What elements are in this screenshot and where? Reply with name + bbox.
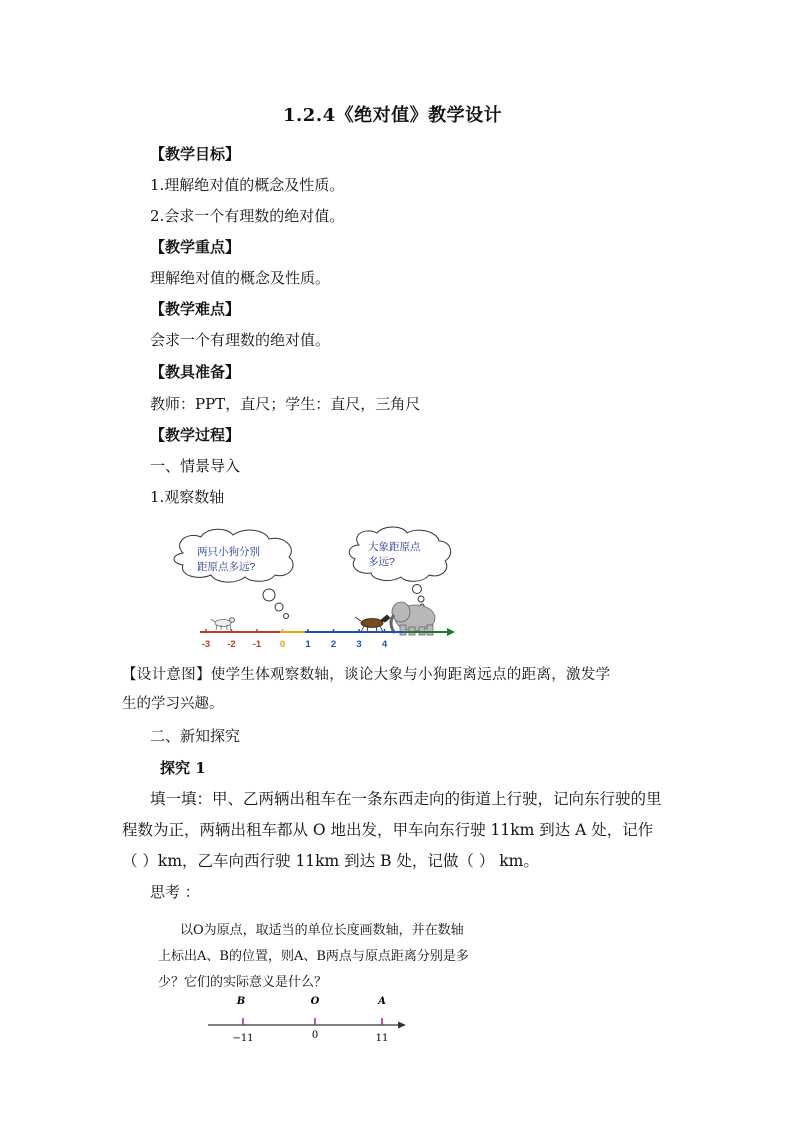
step1-heading: 1.观察数轴 [150, 488, 225, 506]
thought-bubble-left [174, 529, 293, 618]
bubble-right-line1: 大象距原点 [368, 541, 421, 553]
bubble-left-line1: 两只小狗分别 [197, 546, 260, 558]
difficulty-heading: 【教学难点】 [150, 300, 241, 318]
tools-text: 教师：PPT，直尺；学生：直尺，三角尺 [150, 395, 421, 413]
figure2-line3: 少？它们的实际意义是什么？ [158, 975, 328, 990]
explore1-para-line1: 填一填：甲、乙两辆出租车在一条东西走向的街道上行驶，记向东行驶的里 [150, 790, 662, 808]
tick-label: -3 [201, 639, 211, 650]
elephant-image [391, 602, 435, 635]
design-intent-line2: 生的学习兴趣。 [122, 696, 224, 712]
goals-heading: 【教学目标】 [150, 145, 241, 163]
explore1-heading: 探究 1 [160, 759, 206, 777]
tick-label-neg11: −11 [232, 1033, 254, 1044]
thought-bubble-right [349, 527, 450, 608]
tick-label-zero: 0 [311, 1030, 319, 1041]
difficulty-text: 会求一个有理数的绝对值。 [150, 331, 331, 349]
bubble-left-line2: 距原点多远? [197, 561, 256, 573]
goal-item: 2.会求一个有理数的绝对值。 [150, 207, 345, 225]
number-line-ab [205, 990, 415, 1050]
number-line-figure [165, 525, 455, 655]
think-label: 思考 ： [150, 883, 200, 901]
explore1-para-line3: （ ）km，乙车向西行驶 11km 到达 B 处，记做（ ） km。 [122, 852, 539, 870]
design-intent-line1: 【设计意图】使学生体观察数轴，谈论大象与小狗距离远点的距离，激发学 [122, 667, 611, 683]
point-label-o: O [310, 996, 320, 1007]
explore1-para-line2: 程数为正，两辆出租车都从 O 地出发，甲车向东行驶 11km 到达 A 处，记作 [122, 821, 654, 839]
small-dog-image [211, 618, 235, 631]
point-label-b: B [236, 996, 246, 1007]
tick-label: 4 [381, 639, 388, 650]
process-heading: 【教学过程】 [150, 426, 241, 444]
figure2-line2: 上标出A、B的位置，则A、B两点与原点距离分别是多 [158, 949, 469, 964]
tick-label: 3 [356, 639, 362, 650]
goal-item: 1.理解绝对值的概念及性质。 [150, 176, 345, 194]
page-title: 1.2.4《绝对值》教学设计 [283, 105, 503, 126]
tick-label-11: 11 [375, 1033, 389, 1044]
tools-heading: 【教具准备】 [150, 363, 241, 381]
tick-label: 1 [305, 639, 311, 650]
part2-heading: 二、新知探究 [150, 727, 241, 745]
part1-heading: 一、情景导入 [150, 457, 241, 475]
tick-label: -2 [227, 639, 236, 650]
tick-label: 0 [279, 639, 286, 650]
key-heading: 【教学重点】 [150, 238, 241, 256]
figure2-line1: 以O为原点，取适当的单位长度画数轴，并在数轴 [180, 923, 464, 938]
bubble-right-line2: 多远? [368, 556, 395, 568]
tick-label: -1 [252, 639, 262, 650]
key-text: 理解绝对值的概念及性质。 [150, 269, 331, 287]
tick-label: 2 [330, 639, 337, 650]
point-label-a: A [378, 996, 386, 1007]
